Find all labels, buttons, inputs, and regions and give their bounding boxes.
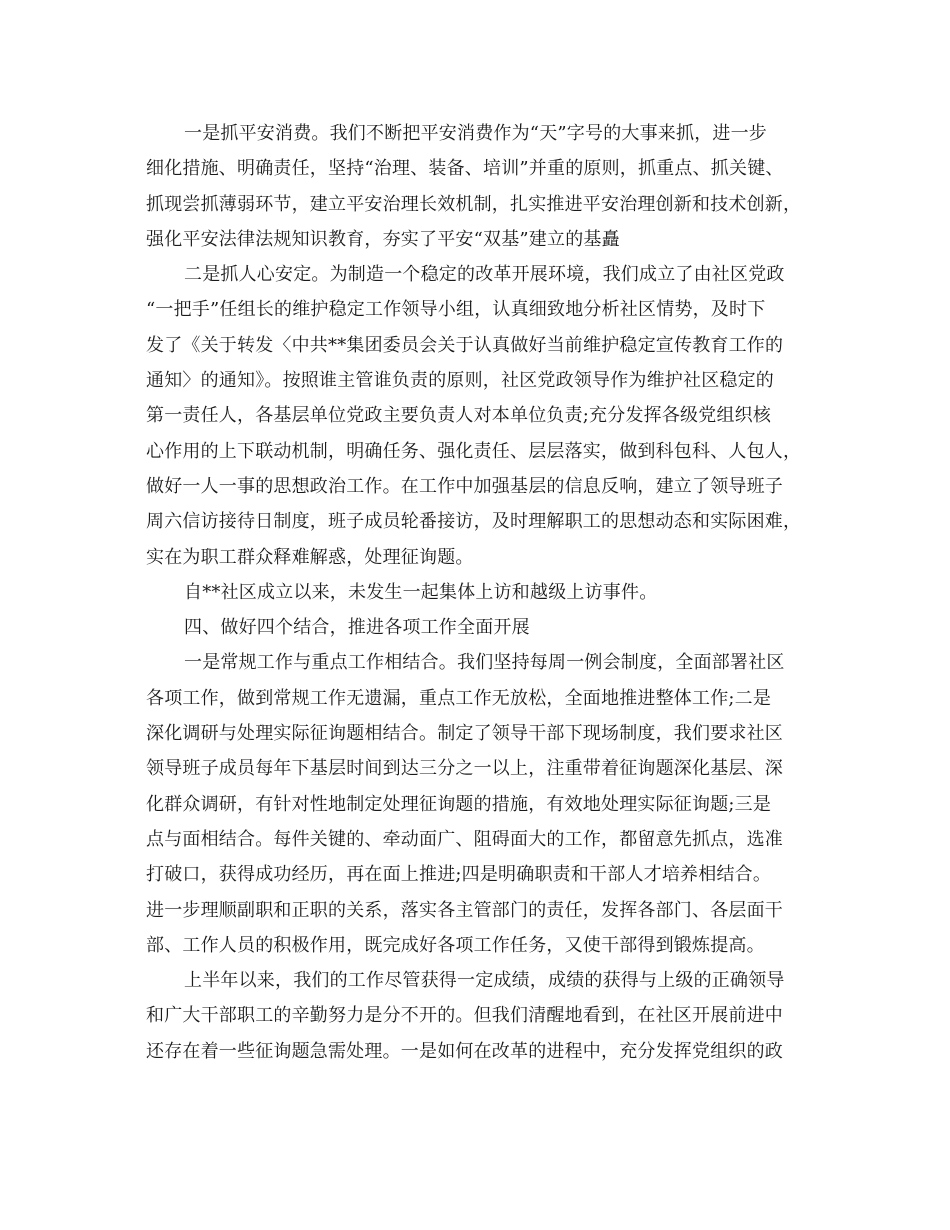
text-line: “一把手”任组长的维护稳定工作领导小组，认真细致地分析社区情势，及时下 [146,299,766,321]
text-line: 部、工作人员的积极作用，既完成好各项工作任务，又使干部得到锻炼提高。 [146,934,765,956]
text-line: 抓现尝抓薄弱环节，建立平安治理长效机制，扎实推进平安治理创新和技术创新， [146,193,802,215]
text-line: 发了《关于转发〈中共**集团委员会关于认真做好当前维护稳定宣传教育工作的 [146,334,784,356]
text-line: 实在为职工群众释难解惑，处理征询题。 [146,546,474,568]
text-line: 上半年以来，我们的工作尽管获得一定成绩，成绩的获得与上级的正确领导 [184,970,785,992]
text-line: 心作用的上下联动机制，明确任务、强化责任、层层落实，做到科包科、人包人， [146,440,802,462]
text-line: 自**社区成立以来，未发生一起集体上访和越级上访事件。 [184,581,658,603]
text-line: 点与面相结合。每件关键的、牵动面广、阻碍面大的工作，都留意先抓点，选准 [146,828,783,850]
text-line: 进一步理顺副职和正职的关系，落实各主管部门的责任，发挥各部门、各层面干 [146,899,783,921]
section-heading: 四、做好四个结合，推进各项工作全面开展 [184,617,530,639]
text-line: 各项工作，做到常规工作无遗漏，重点工作无放松，全面地推进整体工作;二是 [146,687,772,709]
text-line: 深化调研与处理实际征询题相结合。制定了领导干部下现场制度，我们要求社区 [146,723,783,745]
text-line: 和广大干部职工的辛勤努力是分不开的。但我们清醒地看到，在社区开展前进中 [146,1005,783,1027]
text-line: 细化措施、明确责任，坚持“治理、装备、培训”并重的原则，抓重点、抓关键、 [146,158,784,180]
text-line: 打破口，获得成功经历，再在面上推进;四是明确职责和干部人才培养相结合。 [146,864,772,886]
text-line: 一是常规工作与重点工作相结合。我们坚持每周一例会制度，全面部署社区 [184,652,785,674]
text-line: 还存在着一些征询题急需处理。一是如何在改革的进程中，充分发挥党组织的政 [146,1040,783,1062]
text-line: 一是抓平安消费。我们不断把平安消费作为“天”字号的大事来抓，进一步 [184,123,768,144]
text-line: 领导班子成员每年下基层时间到达三分之一以上，注重带着征询题深化基层、深 [146,758,783,780]
text-line: 第一责任人，各基层单位党政主要负责人对本单位负责;充分发挥各级党组织核 [146,405,772,427]
text-line: 做好一人一事的思想政治工作。在工作中加强基层的信息反响，建立了领导班子 [146,475,783,497]
document-body [146,116,816,1069]
text-line: 化群众调研，有针对性地制定处理征询题的措施，有效地处理实际征询题;三是 [146,793,772,815]
text-line: 强化平安法律法规知识教育，夯实了平安“双基”建立的基矗 [146,228,620,250]
text-line: 周六信访接待日制度，班子成员轮番接访，及时理解职工的思想动态和实际困难， [146,511,802,533]
text-line: 二是抓人心安定。为制造一个稳定的改革开展环境，我们成立了由社区党政 [184,264,785,286]
text-line: 通知〉的通知》。按照谁主管谁负责的原则，社区党政领导作为维护社区稳定的 [146,370,774,392]
